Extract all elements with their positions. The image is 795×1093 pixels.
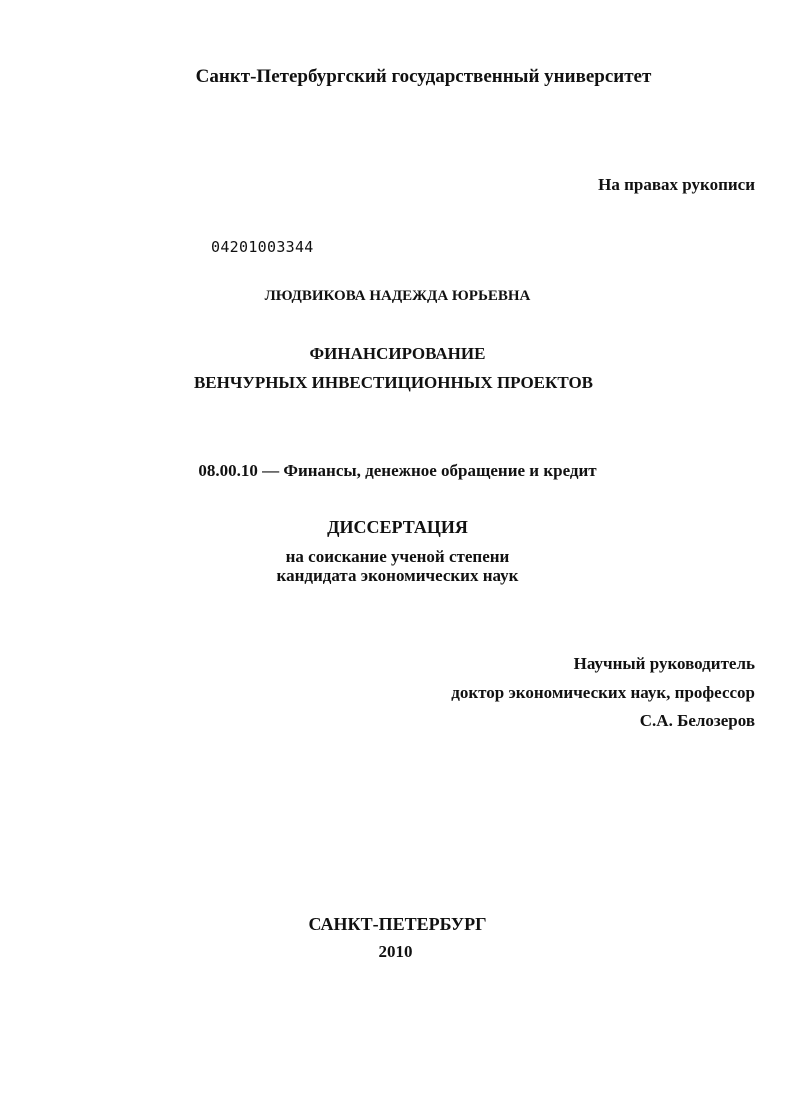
- supervisor-degree: доктор экономических наук, профессор: [451, 683, 755, 702]
- supervisor-role: Научный руководитель: [573, 654, 755, 673]
- registration-number: 04201003344: [211, 238, 314, 256]
- specialty-code: 08.00.10 — Финансы, денежное обращение и кредит: [198, 461, 597, 480]
- dissertation-title-line-2: ВЕНЧУРНЫХ ИНВЕСТИЦИОННЫХ ПРОЕКТОВ: [193, 373, 594, 392]
- author-name: ЛЮДВИКОВА НАДЕЖДА ЮРЬЕВНА: [264, 288, 531, 304]
- year: 2010: [378, 942, 413, 961]
- dissertation-title-line-1: ФИНАНСИРОВАНИЕ: [309, 344, 486, 363]
- degree-line-2: кандидата экономических наук: [276, 566, 519, 585]
- degree-line-1: на соискание ученой степени: [285, 547, 510, 566]
- city: САНКТ-ПЕТЕРБУРГ: [308, 914, 487, 934]
- document-type: ДИССЕРТАЦИЯ: [327, 517, 468, 537]
- supervisor-name: С.А. Белозеров: [639, 711, 755, 730]
- university-name: Санкт-Петербургский государственный университет: [195, 66, 652, 87]
- manuscript-rights-note: На правах рукописи: [598, 175, 755, 194]
